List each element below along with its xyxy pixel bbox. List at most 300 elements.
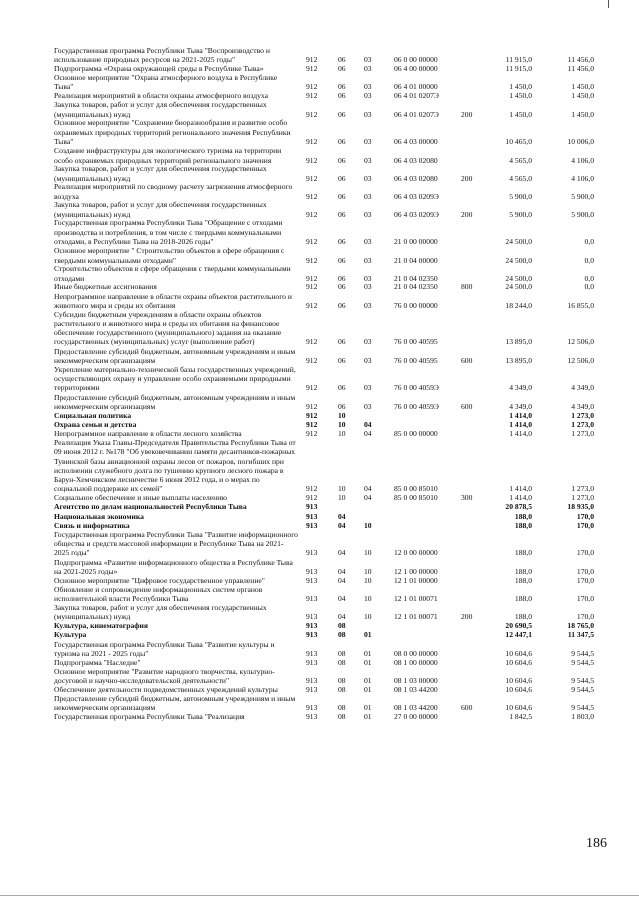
row-name: Государственная программа Республики Тыва "Реализация bbox=[54, 712, 245, 721]
row-subsection: 03 bbox=[364, 273, 372, 283]
row-amount-1: 24 500,0 bbox=[505, 255, 532, 265]
row-subsection: 03 bbox=[364, 136, 372, 146]
row-target-article: 12 1 01 00000 bbox=[394, 576, 438, 585]
row-amount-1: 1 450,0 bbox=[509, 82, 532, 92]
table-row bbox=[0, 530, 639, 558]
row-expense-type: 600 bbox=[461, 355, 473, 365]
row-amount-2: 170,0 bbox=[576, 520, 594, 530]
row-admin-code: 912 bbox=[306, 493, 318, 503]
row-subsection: 03 bbox=[364, 55, 372, 65]
row-amount-2: 0,0 bbox=[584, 255, 594, 265]
row-target-article: 06 4 03 0209Э bbox=[394, 191, 439, 201]
table-row bbox=[0, 411, 639, 420]
row-section: 06 bbox=[338, 209, 346, 219]
page-number: 186 bbox=[586, 836, 607, 851]
row-section: 06 bbox=[338, 91, 346, 101]
table-row bbox=[0, 438, 639, 493]
row-section: 04 bbox=[338, 594, 346, 604]
row-amount-1: 10 604,6 bbox=[505, 648, 532, 658]
row-section: 06 bbox=[338, 191, 346, 201]
row-subsection: 01 bbox=[364, 675, 372, 685]
row-section: 10 bbox=[338, 419, 346, 429]
row-admin-code: 913 bbox=[306, 502, 318, 512]
row-name: Предоставление субсидий бюджетным, автономным учреждениям и иным некоммерческим организациям bbox=[54, 392, 296, 411]
row-section: 10 bbox=[338, 493, 346, 503]
row-name: Реализация мероприятий по сводному расчету загрязнения атмосферного воздуха bbox=[54, 182, 293, 201]
row-subsection: 10 bbox=[364, 548, 372, 558]
row-amount-1: 1 414,0 bbox=[509, 493, 532, 503]
row-admin-code: 913 bbox=[306, 630, 318, 640]
row-subsection: 03 bbox=[364, 191, 372, 201]
row-admin-code: 913 bbox=[306, 576, 318, 585]
table-row bbox=[0, 393, 639, 411]
table-row bbox=[0, 521, 639, 530]
row-amount-1: 1 414,0 bbox=[509, 484, 532, 494]
row-amount-1: 4 349,0 bbox=[509, 401, 532, 411]
row-target-article: 06 4 01 00000 bbox=[394, 82, 438, 92]
row-section: 08 bbox=[338, 630, 346, 640]
row-amount-2: 170,0 bbox=[576, 548, 594, 558]
row-amount-1: 4 349,0 bbox=[509, 382, 532, 392]
row-admin-code: 912 bbox=[306, 173, 318, 183]
table-row bbox=[0, 73, 639, 91]
row-name: Закупка товаров, работ и услуг для обеспечения государственных (муниципальных) нужд bbox=[54, 603, 267, 622]
row-amount-2: 11 456,0 bbox=[567, 55, 594, 65]
row-amount-2: 0,0 bbox=[584, 282, 594, 292]
row-admin-code: 912 bbox=[306, 484, 318, 494]
row-target-article: 06 4 03 02080 bbox=[394, 155, 438, 165]
row-amount-2: 1 273,0 bbox=[571, 419, 594, 429]
row-subsection: 03 bbox=[364, 401, 372, 411]
table-row bbox=[0, 347, 639, 365]
row-subsection: 01 bbox=[364, 684, 372, 694]
row-section: 06 bbox=[338, 173, 346, 183]
row-section: 06 bbox=[338, 300, 346, 310]
row-name: Национальная экономика bbox=[54, 511, 144, 521]
table-row bbox=[0, 585, 639, 603]
row-target-article: 21 0 04 02350 bbox=[394, 273, 438, 283]
row-amount-1: 10 604,6 bbox=[505, 684, 532, 694]
row-target-article: 06 4 03 0209Э bbox=[394, 209, 439, 219]
row-admin-code: 912 bbox=[306, 136, 318, 146]
row-target-article: 85 0 00 85010 bbox=[394, 484, 438, 494]
row-target-article: 08 1 03 44200 bbox=[394, 684, 438, 694]
table-row bbox=[0, 246, 639, 264]
row-target-article: 08 1 03 00000 bbox=[394, 675, 438, 685]
table-row bbox=[0, 282, 639, 291]
row-subsection: 10 bbox=[364, 594, 372, 604]
row-amount-1: 20 690,5 bbox=[505, 621, 532, 631]
row-section: 08 bbox=[338, 712, 346, 721]
row-name: Закупка товаров, работ и услуг для обеспечения государственных (муниципальных) нужд bbox=[54, 200, 267, 219]
row-amount-1: 5 900,0 bbox=[509, 209, 532, 219]
table-row bbox=[0, 182, 639, 200]
row-amount-2: 18 765,0 bbox=[567, 621, 594, 631]
row-amount-1: 24 500,0 bbox=[505, 282, 532, 292]
row-target-article: 76 0 00 40595 bbox=[394, 355, 438, 365]
table-row bbox=[0, 685, 639, 694]
row-admin-code: 912 bbox=[306, 91, 318, 101]
row-expense-type: 600 bbox=[461, 703, 473, 713]
row-name: Государственная программа Республики Тыва "Воспроизводство и использование природных ресурсов на 2021-2025 годы" bbox=[54, 46, 270, 65]
row-name: Государственная программа Республики Тыва "Развитие культуры и туризма на 2021 - 2025 годы" bbox=[54, 639, 275, 658]
row-amount-1: 10 465,0 bbox=[505, 136, 532, 146]
row-section: 10 bbox=[338, 429, 346, 438]
row-name: Обеспечение деятельности подведомственных учреждений культуры bbox=[54, 684, 278, 694]
row-amount-1: 11 915,0 bbox=[505, 64, 532, 73]
row-amount-1: 1 450,0 bbox=[509, 109, 532, 119]
row-amount-2: 0,0 bbox=[584, 236, 594, 246]
row-target-article: 21 0 00 00000 bbox=[394, 236, 438, 246]
table-row bbox=[0, 100, 639, 118]
row-section: 08 bbox=[338, 657, 346, 667]
table-row bbox=[0, 502, 639, 511]
row-subsection: 03 bbox=[364, 155, 372, 165]
row-section: 08 bbox=[338, 675, 346, 685]
row-admin-code: 913 bbox=[306, 567, 318, 577]
table-row bbox=[0, 429, 639, 438]
row-section: 04 bbox=[338, 548, 346, 558]
row-subsection: 10 bbox=[364, 520, 372, 530]
row-name: Предоставление субсидий бюджетным, автономным учреждениям и иным некоммерческим организациям bbox=[54, 346, 296, 365]
row-amount-1: 1 414,0 bbox=[509, 419, 532, 429]
row-section: 06 bbox=[338, 82, 346, 92]
row-amount-1: 1 450,0 bbox=[509, 91, 532, 101]
row-admin-code: 912 bbox=[306, 209, 318, 219]
row-name: Основное мероприятие "Цифровое государственное управление" bbox=[54, 576, 265, 585]
row-amount-2: 16 855,0 bbox=[567, 300, 594, 310]
row-target-article: 08 1 00 00000 bbox=[394, 657, 438, 667]
row-admin-code: 912 bbox=[306, 401, 318, 411]
row-name: Непрограммное направление в области охраны объектов растительного и животного мира и среды их обитания bbox=[54, 291, 292, 310]
row-name: Реализация Указа Главы-Председателя Правительства Республики Тыва от 09 июня 2012 г. №178 "Об увековечивании памяти десантников-пожарных Тувинской базы авиационной охраны лесов от пожаров, погибших при исполнении служебного долга по тушению крупного лесного пожара в Барун-Хемчикском лесничестве 6 июня 2012 года, и о мерах по социальной поддержке их семей" bbox=[54, 438, 296, 494]
table-row bbox=[0, 365, 639, 393]
row-admin-code: 912 bbox=[306, 82, 318, 92]
row-amount-2: 170,0 bbox=[576, 567, 594, 577]
row-amount-2: 0,0 bbox=[584, 273, 594, 283]
row-amount-2: 9 544,5 bbox=[571, 684, 594, 694]
row-name: Субсидии бюджетным учреждениям в области охраны объектов растительного и животного мира и среды их обитания на финансовое обеспечение государственного (муниципального) задания на оказание государственных (муниципальных) услуг (выполнение работ) bbox=[54, 309, 282, 347]
row-name: Связь и информатика bbox=[54, 520, 130, 530]
row-admin-code: 913 bbox=[306, 712, 318, 721]
row-target-article: 06 4 01 0207Э bbox=[394, 91, 439, 101]
row-section: 08 bbox=[338, 648, 346, 658]
table-row bbox=[0, 46, 639, 64]
row-section: 06 bbox=[338, 64, 346, 73]
row-amount-2: 1 450,0 bbox=[571, 82, 594, 92]
row-subsection: 01 bbox=[364, 657, 372, 667]
row-amount-2: 1 273,0 bbox=[571, 410, 594, 420]
table-row bbox=[0, 621, 639, 630]
row-amount-2: 9 544,5 bbox=[571, 648, 594, 658]
row-amount-2: 1 803,0 bbox=[571, 712, 594, 721]
row-admin-code: 913 bbox=[306, 511, 318, 521]
row-amount-1: 13 895,0 bbox=[505, 337, 532, 347]
row-expense-type: 200 bbox=[461, 612, 473, 622]
row-expense-type: 800 bbox=[461, 282, 473, 292]
row-subsection: 01 bbox=[364, 630, 372, 640]
row-subsection: 03 bbox=[364, 255, 372, 265]
row-section: 08 bbox=[338, 703, 346, 713]
row-admin-code: 913 bbox=[306, 520, 318, 530]
row-subsection: 03 bbox=[364, 209, 372, 219]
row-admin-code: 912 bbox=[306, 355, 318, 365]
row-admin-code: 912 bbox=[306, 382, 318, 392]
row-amount-1: 1 414,0 bbox=[509, 429, 532, 438]
row-admin-code: 912 bbox=[306, 236, 318, 246]
row-name: Основное мероприятие "Развитие народного творчества, культурно-досуговой и научно-исследовательской деятельности" bbox=[54, 666, 275, 685]
row-name: Иные бюджетные ассигнования bbox=[54, 282, 157, 292]
row-name: Строительство объектов в сфере обращения с твердыми коммунальными отходами bbox=[54, 264, 291, 283]
row-admin-code: 912 bbox=[306, 410, 318, 420]
row-amount-1: 188,0 bbox=[514, 520, 532, 530]
row-amount-2: 5 900,0 bbox=[571, 209, 594, 219]
row-target-article: 06 4 03 02080 bbox=[394, 173, 438, 183]
row-subsection: 03 bbox=[364, 91, 372, 101]
row-amount-2: 170,0 bbox=[576, 594, 594, 604]
row-admin-code: 912 bbox=[306, 109, 318, 119]
row-subsection: 03 bbox=[364, 173, 372, 183]
row-amount-2: 12 506,0 bbox=[567, 355, 594, 365]
row-name: Культура bbox=[54, 630, 87, 640]
row-subsection: 01 bbox=[364, 703, 372, 713]
row-subsection: 10 bbox=[364, 612, 372, 622]
row-target-article: 76 0 00 4059Э bbox=[394, 401, 439, 411]
row-target-article: 76 0 00 00000 bbox=[394, 300, 438, 310]
row-amount-1: 13 895,0 bbox=[505, 355, 532, 365]
row-name: Основное мероприятие " Строительство объектов в сфере обращения с твердыми коммунальными отходами" bbox=[54, 246, 285, 265]
row-section: 04 bbox=[338, 511, 346, 521]
row-subsection: 04 bbox=[364, 484, 372, 494]
row-amount-2: 10 006,0 bbox=[567, 136, 594, 146]
row-target-article: 06 0 00 00000 bbox=[394, 55, 438, 65]
row-amount-2: 170,0 bbox=[576, 612, 594, 622]
row-target-article: 06 4 01 0207Э bbox=[394, 109, 439, 119]
row-subsection: 03 bbox=[364, 64, 372, 73]
row-section: 06 bbox=[338, 273, 346, 283]
row-subsection: 03 bbox=[364, 355, 372, 365]
row-subsection: 04 bbox=[364, 493, 372, 503]
row-admin-code: 913 bbox=[306, 648, 318, 658]
row-amount-1: 5 900,0 bbox=[509, 191, 532, 201]
row-expense-type: 300 bbox=[461, 493, 473, 503]
row-name: Создание инфраструктуры для экологического туризма на территории особо охраняемых природных территорий регионального значения bbox=[54, 146, 282, 165]
row-target-article: 08 0 00 00000 bbox=[394, 648, 438, 658]
row-name: Агентство по делам национальностей Республики Тыва bbox=[54, 502, 247, 512]
row-amount-1: 1 842,5 bbox=[509, 712, 532, 721]
row-name: Государственная программа Республики Тыва "Развитие информационного общества и средств массовой информации в Республике Тыва на 2021-2025 годы" bbox=[54, 530, 298, 558]
row-name: Укрепление материально-технической базы государственных учреждений, осуществляющих охрану и управление особо охраняемыми природными территориями bbox=[54, 364, 296, 392]
row-expense-type: 200 bbox=[461, 173, 473, 183]
row-section: 06 bbox=[338, 55, 346, 65]
row-target-article: 06 4 00 00000 bbox=[394, 64, 438, 73]
row-section: 04 bbox=[338, 567, 346, 577]
row-name: Подпрограмма «Охрана окружающей среды в Республике Тыва» bbox=[54, 64, 264, 73]
row-amount-2: 170,0 bbox=[576, 576, 594, 585]
row-subsection: 04 bbox=[364, 429, 372, 438]
row-name: Реализация мероприятий в области охраны атмосферного воздуха bbox=[54, 91, 268, 101]
row-expense-type: 200 bbox=[461, 109, 473, 119]
row-amount-2: 12 506,0 bbox=[567, 337, 594, 347]
row-amount-2: 4 106,0 bbox=[571, 155, 594, 165]
row-amount-2: 11 456,0 bbox=[567, 64, 594, 73]
row-section: 04 bbox=[338, 612, 346, 622]
row-section: 10 bbox=[338, 484, 346, 494]
table-row bbox=[0, 146, 639, 164]
table-row bbox=[0, 712, 639, 721]
row-amount-2: 1 273,0 bbox=[571, 429, 594, 438]
row-subsection: 01 bbox=[364, 648, 372, 658]
table-row bbox=[0, 218, 639, 246]
row-amount-1: 188,0 bbox=[514, 594, 532, 604]
table-row bbox=[0, 164, 639, 182]
row-admin-code: 912 bbox=[306, 191, 318, 201]
row-admin-code: 913 bbox=[306, 594, 318, 604]
row-amount-2: 4 106,0 bbox=[571, 173, 594, 183]
row-admin-code: 912 bbox=[306, 255, 318, 265]
row-target-article: 08 1 03 44200 bbox=[394, 703, 438, 713]
row-amount-1: 12 447,1 bbox=[505, 630, 532, 640]
row-amount-1: 188,0 bbox=[514, 567, 532, 577]
row-amount-1: 18 244,0 bbox=[505, 300, 532, 310]
row-amount-1: 20 878,5 bbox=[505, 502, 532, 512]
row-admin-code: 912 bbox=[306, 429, 318, 438]
row-amount-2: 1 273,0 bbox=[571, 493, 594, 503]
row-name: Культура, кинематография bbox=[54, 621, 149, 631]
row-section: 06 bbox=[338, 401, 346, 411]
row-target-article: 12 1 01 00071 bbox=[394, 612, 438, 622]
row-subsection: 03 bbox=[364, 300, 372, 310]
row-section: 08 bbox=[338, 621, 346, 631]
table-row bbox=[0, 200, 639, 218]
table-row bbox=[0, 64, 639, 73]
row-amount-1: 1 414,0 bbox=[509, 410, 532, 420]
table-row bbox=[0, 264, 639, 282]
row-subsection: 10 bbox=[364, 567, 372, 577]
row-admin-code: 913 bbox=[306, 675, 318, 685]
row-name: Социальное обеспечение и иные выплаты населению bbox=[54, 493, 227, 503]
table-row bbox=[0, 493, 639, 502]
row-amount-1: 11 915,0 bbox=[505, 55, 532, 65]
row-amount-2: 1 450,0 bbox=[571, 91, 594, 101]
table-row bbox=[0, 603, 639, 621]
row-subsection: 01 bbox=[364, 712, 372, 721]
row-name: Основное мероприятие "Сохранение биоразнообразия и развитие особо охраняемых природных территорий регионального значения Республики Тыва" bbox=[54, 118, 291, 146]
row-subsection: 03 bbox=[364, 382, 372, 392]
row-name: Социальная политика bbox=[54, 410, 132, 420]
row-admin-code: 913 bbox=[306, 684, 318, 694]
row-subsection: 03 bbox=[364, 236, 372, 246]
row-admin-code: 912 bbox=[306, 273, 318, 283]
row-section: 06 bbox=[338, 155, 346, 165]
row-admin-code: 912 bbox=[306, 64, 318, 73]
row-name: Непрограммное направление в области лесного хозяйства bbox=[54, 429, 242, 438]
row-admin-code: 912 bbox=[306, 300, 318, 310]
row-amount-2: 4 349,0 bbox=[571, 401, 594, 411]
row-name: Подпрограмма "Наследие" bbox=[54, 657, 141, 667]
scan-edge bbox=[0, 895, 639, 896]
row-amount-2: 4 349,0 bbox=[571, 382, 594, 392]
row-target-article: 21 0 04 02350 bbox=[394, 282, 438, 292]
row-admin-code: 912 bbox=[306, 419, 318, 429]
table-row bbox=[0, 667, 639, 685]
row-name: Закупка товаров, работ и услуг для обеспечения государственных (муниципальных) нужд bbox=[54, 164, 267, 183]
row-admin-code: 913 bbox=[306, 657, 318, 667]
row-subsection: 03 bbox=[364, 109, 372, 119]
row-amount-1: 4 565,0 bbox=[509, 155, 532, 165]
row-section: 06 bbox=[338, 236, 346, 246]
row-amount-1: 188,0 bbox=[514, 612, 532, 622]
row-name: Закупка товаров, работ и услуг для обеспечения государственных (муниципальных) нужд bbox=[54, 100, 267, 119]
table-row bbox=[0, 558, 639, 576]
table-row bbox=[0, 694, 639, 712]
row-amount-2: 9 544,5 bbox=[571, 675, 594, 685]
row-expense-type: 200 bbox=[461, 209, 473, 219]
row-subsection: 03 bbox=[364, 282, 372, 292]
row-admin-code: 912 bbox=[306, 155, 318, 165]
table-row bbox=[0, 292, 639, 310]
row-name: Предоставление субсидий бюджетным, автономным учреждениям и иным некоммерческим организациям bbox=[54, 694, 296, 713]
row-name: Подпрограмма «Развитие информационного общества в Республике Тыва на 2021-2025 годы» bbox=[54, 558, 293, 577]
row-section: 06 bbox=[338, 355, 346, 365]
row-amount-1: 188,0 bbox=[514, 576, 532, 585]
row-target-article: 12 1 00 00000 bbox=[394, 567, 438, 577]
row-target-article: 85 0 00 85010 bbox=[394, 493, 438, 503]
row-section: 06 bbox=[338, 282, 346, 292]
row-admin-code: 913 bbox=[306, 612, 318, 622]
row-target-article: 76 0 00 4059Э bbox=[394, 382, 439, 392]
table-row bbox=[0, 512, 639, 521]
row-amount-1: 188,0 bbox=[514, 511, 532, 521]
row-amount-2: 1 273,0 bbox=[571, 484, 594, 494]
row-amount-2: 11 347,5 bbox=[567, 630, 594, 640]
row-target-article: 76 0 00 40595 bbox=[394, 337, 438, 347]
table-row bbox=[0, 91, 639, 100]
row-name: Охрана семьи и детства bbox=[54, 419, 137, 429]
row-admin-code: 912 bbox=[306, 55, 318, 65]
row-section: 06 bbox=[338, 337, 346, 347]
row-target-article: 85 0 00 00000 bbox=[394, 429, 438, 438]
table-row bbox=[0, 310, 639, 347]
row-amount-1: 188,0 bbox=[514, 548, 532, 558]
row-name: Обновление и сопровождение информационных систем органов исполнительной власти Республики Тыва bbox=[54, 585, 263, 604]
table-row bbox=[0, 640, 639, 658]
table-row bbox=[0, 420, 639, 429]
table-row bbox=[0, 658, 639, 667]
table-row bbox=[0, 630, 639, 639]
row-amount-1: 24 500,0 bbox=[505, 236, 532, 246]
row-section: 04 bbox=[338, 520, 346, 530]
row-target-article: 21 0 04 00000 bbox=[394, 255, 438, 265]
row-target-article: 12 0 00 00000 bbox=[394, 548, 438, 558]
row-admin-code: 913 bbox=[306, 548, 318, 558]
row-amount-2: 170,0 bbox=[576, 511, 594, 521]
row-target-article: 12 1 01 00071 bbox=[394, 594, 438, 604]
row-expense-type: 600 bbox=[461, 401, 473, 411]
row-target-article: 06 4 03 00000 bbox=[394, 136, 438, 146]
row-admin-code: 913 bbox=[306, 621, 318, 631]
row-section: 06 bbox=[338, 109, 346, 119]
row-amount-1: 24 500,0 bbox=[505, 273, 532, 283]
table-row bbox=[0, 118, 639, 146]
row-section: 06 bbox=[338, 382, 346, 392]
row-amount-1: 4 565,0 bbox=[509, 173, 532, 183]
row-admin-code: 912 bbox=[306, 337, 318, 347]
row-amount-2: 5 900,0 bbox=[571, 191, 594, 201]
row-target-article: 27 0 00 00000 bbox=[394, 712, 438, 721]
row-amount-1: 10 604,6 bbox=[505, 657, 532, 667]
row-subsection: 03 bbox=[364, 337, 372, 347]
